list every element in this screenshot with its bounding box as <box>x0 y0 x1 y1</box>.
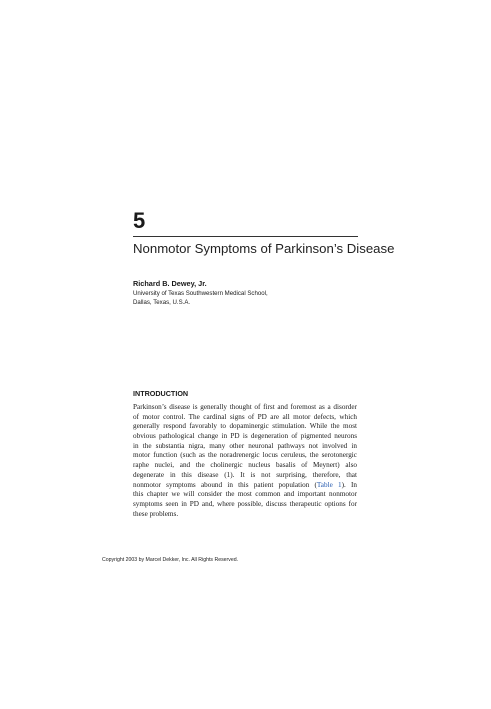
chapter-title: Nonmotor Symptoms of Parkinson’s Disease <box>133 241 395 256</box>
paragraph-line: symptoms seen in PD and, where possible, discuss therapeutic options for <box>133 499 357 508</box>
paragraph-line: these problems. <box>133 509 179 518</box>
paragraph-line-text: nonmotor symptoms abound in this patient population ( <box>133 480 317 489</box>
section-heading: INTRODUCTION <box>133 389 189 398</box>
body-paragraph <box>133 403 357 519</box>
paragraph-line: obvious pathological change in PD is degeneration of pigmented neurons <box>133 432 357 441</box>
paragraph-line: in the substantia nigra, many other neuronal pathways not involved in <box>133 441 357 450</box>
paragraph-line: of motor control. The cardinal signs of PD are all motor defects, which <box>133 412 357 421</box>
author-name: Richard B. Dewey, Jr. <box>133 279 207 288</box>
chapter-rule-divider <box>133 236 358 237</box>
paragraph-line-with-link <box>133 481 357 491</box>
table-1-link[interactable]: Table 1 <box>316 480 342 489</box>
paragraph-line: motor function (such as the noradrenergic locus ceruleus, the serotonergic <box>133 451 357 460</box>
paragraph-line: generally respond favorably to dopaminergic stimulation. While the most <box>133 422 357 431</box>
author-block <box>133 279 268 307</box>
paragraph-line: raphe nuclei, and the cholinergic nucleus basalis of Meynert) also <box>133 461 357 470</box>
paragraph-line-text: ). In <box>341 480 357 489</box>
affiliation-line: University of Texas Southwestern Medical School, <box>133 290 268 297</box>
affiliation-line: Dallas, Texas, U.S.A. <box>133 298 191 306</box>
paragraph-line: degenerate in this disease (1). It is not surprising, therefore, that <box>133 470 357 479</box>
paragraph-line: Parkinson’s disease is generally thought of first and foremost as a disorder <box>133 403 357 411</box>
chapter-number: 5 <box>133 208 146 233</box>
copyright-notice: Copyright 2003 by Marcel Dekker, Inc. All Rights Reserved. <box>102 557 239 563</box>
paragraph-line: this chapter we will consider the most common and important nonmotor <box>133 490 357 499</box>
